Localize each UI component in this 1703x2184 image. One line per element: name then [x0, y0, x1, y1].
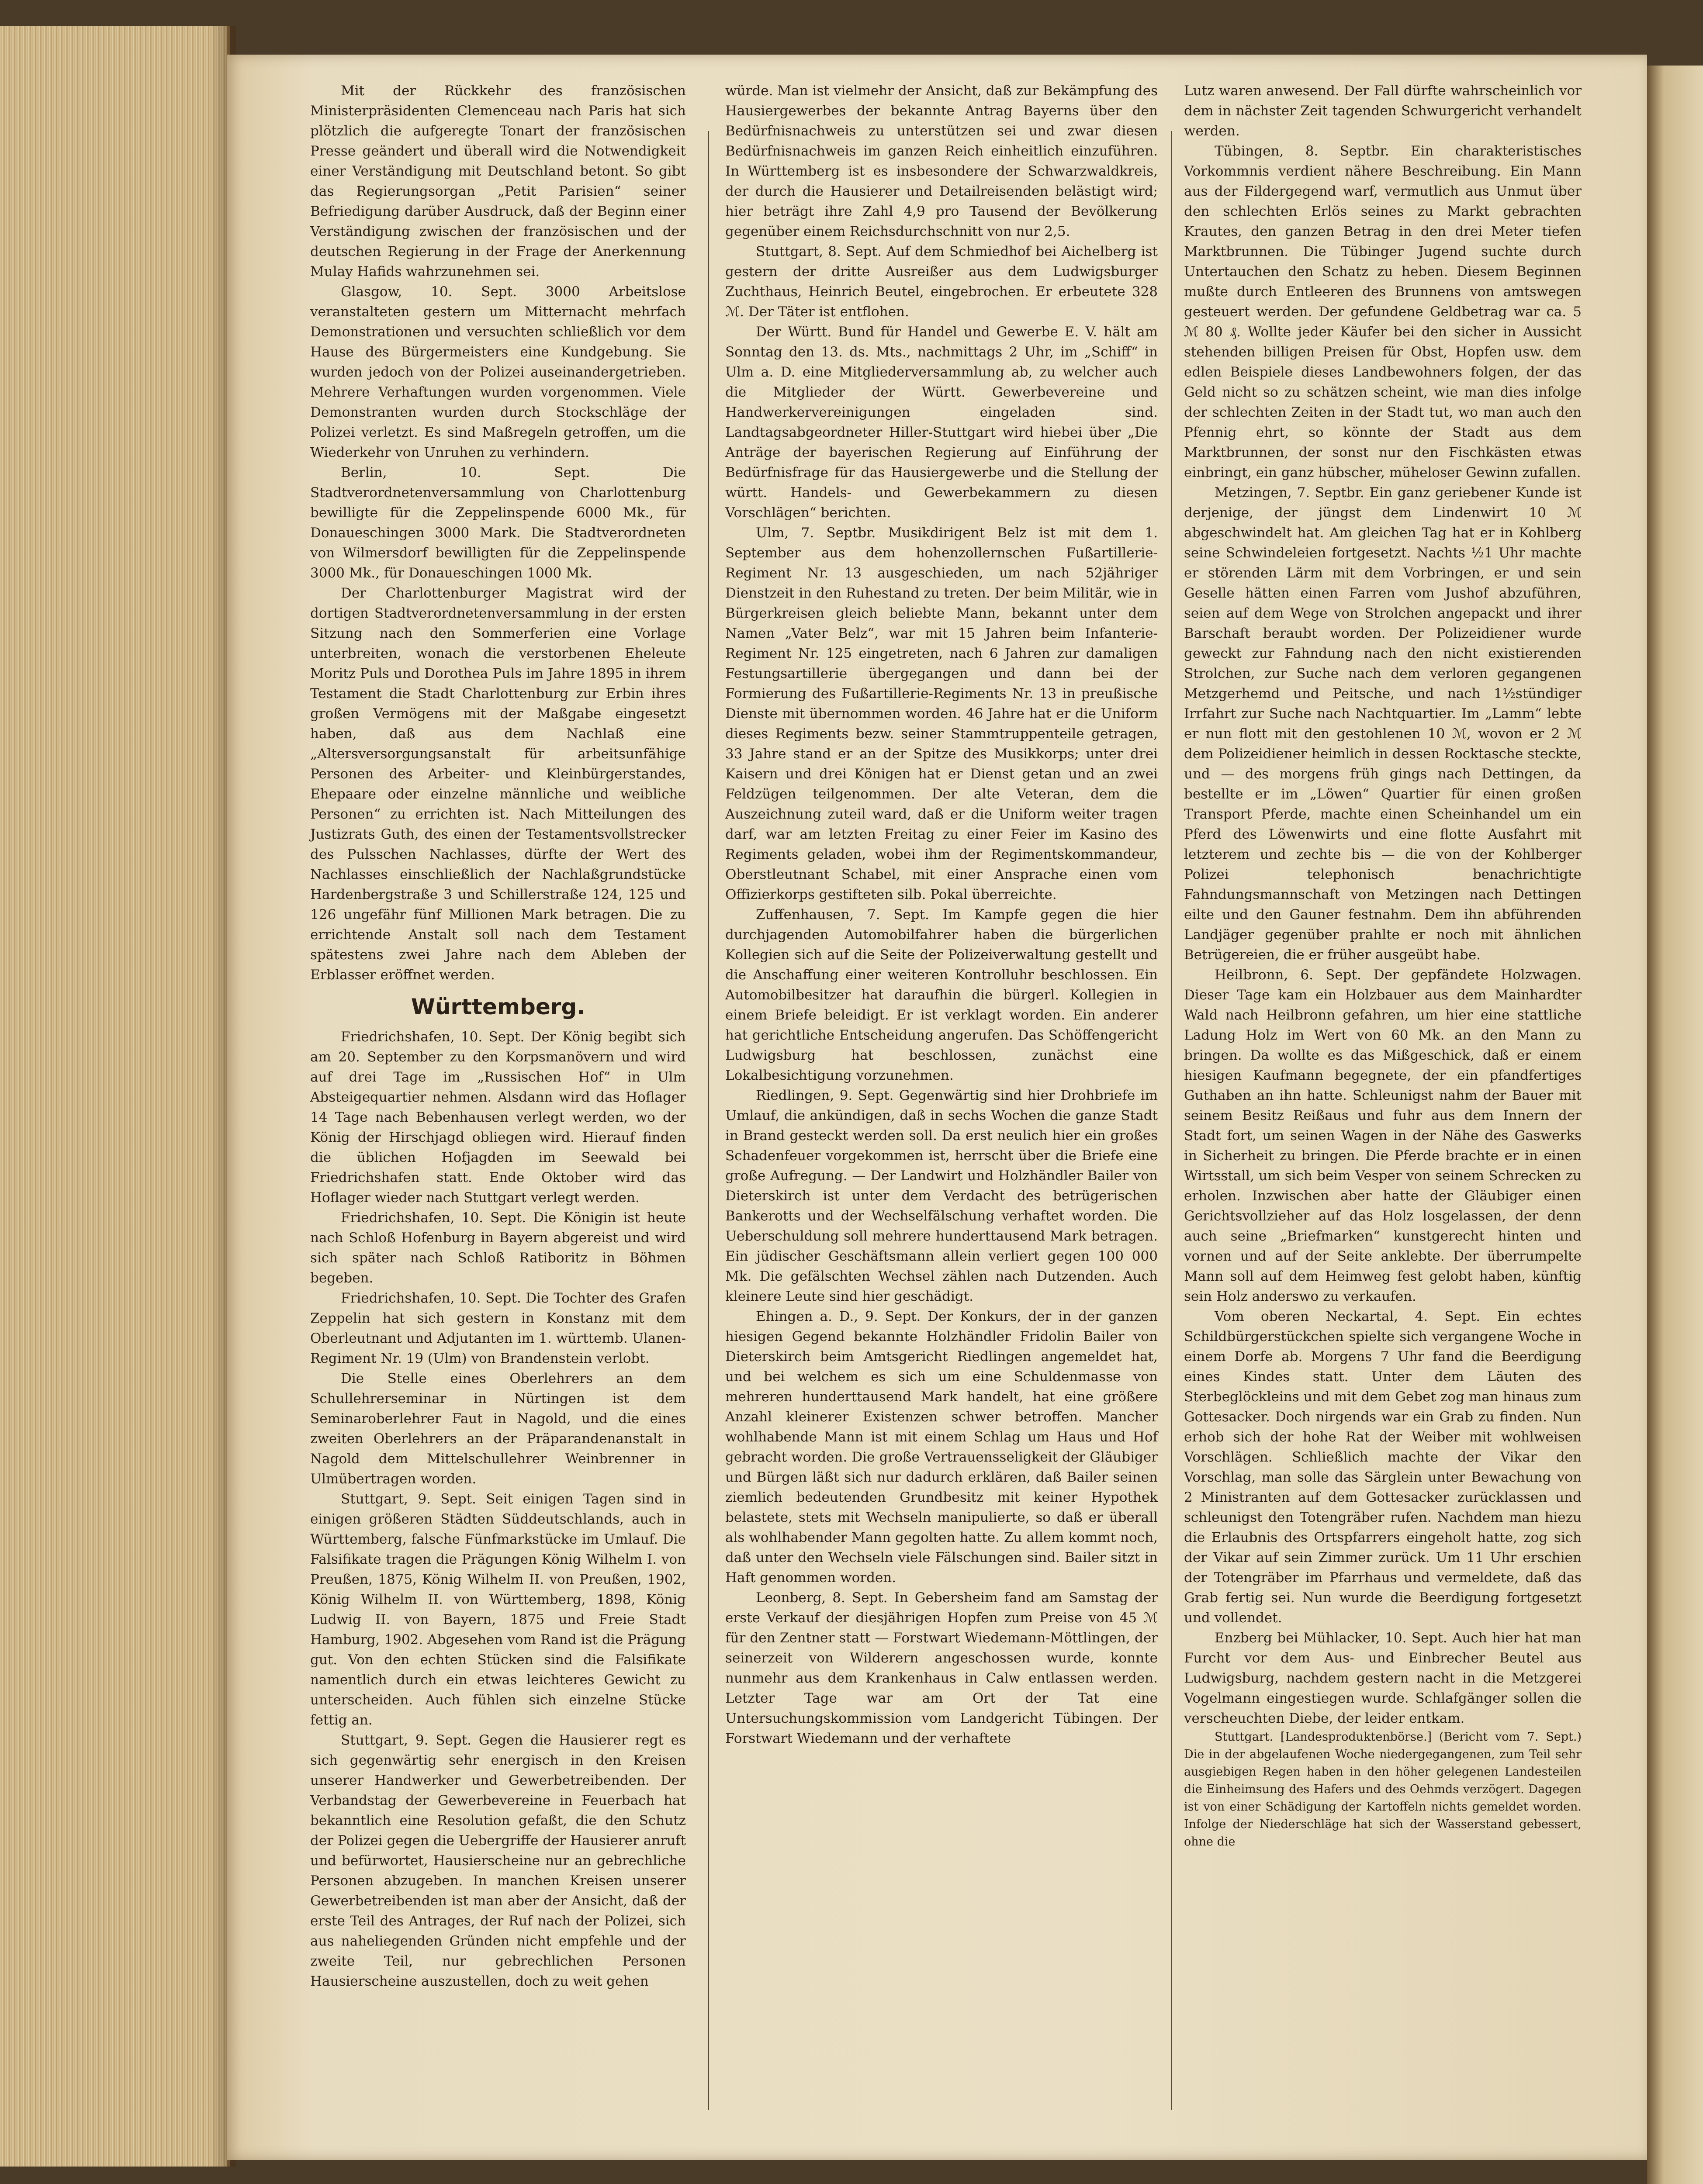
adjacent-page-edge: [1647, 66, 1703, 2184]
article-paragraph: Friedrichshafen, 10. Sept. Der König begibt sich am 20. September zu den Korpsmanövern und wird auf drei Tage im „Russischen Hof“ in Ulm Absteigequartier nehmen. Alsdann wird das Hoflager 14 Tage nach Bebenhausen verlegt werden, wo der König der Hirschjagd obliegen wird. Hierauf finden die üblichen Hofjagden im Seewald bei Friedrichshafen statt. Ende Oktober wird das Hoflager wieder nach Stuttgart verlegt werden.: [310, 1029, 686, 1206]
article-paragraph: Metzingen, 7. Septbr. Ein ganz geriebener Kunde ist derjenige, der jüngst dem Lindenwirt 10 ℳ abgeschwindelt hat. Am gleichen Tag hat er in Kohlberg seine Schwindeleien fortgesetzt. Nachts ½1 Uhr machte er störenden Lärm mit dem Vorbringen, er und sein Geselle hätten einen Farren vom Jushof abzuführen, seien auf dem Wege von Strolchen angepackt und ihrer Barschaft beraubt worden. Der Polizeidiener wurde geweckt zur Fahndung nach den nicht existierenden Strolchen, zur Suche nach dem verloren gegangenen Metzgerhemd und Peitsche, und nach 1½stündiger Irrfahrt zur Suche nach Nachtquartier. Im „Lamm“ lebte er nun flott mit den gestohlenen 10 ℳ, wovon er 2 ℳ dem Polizeidiener heimlich in dessen Rocktasche steckte, und — des morgens früh gings nach Dettingen, da bestellte er im „Löwen“ Quartier für einen großen Transport Pferde, machte einen Scheinhandel um ein Pferd des Löwenwirts und eine flotte Ausfahrt mit letzterem und zechte bis — die von der Kohlberger Polizei telephonisch benachrichtigte Fahndungsmannschaft von Metzingen nach Dettingen eilte und den Gauner festnahm. Dem ihn abführenden Landjäger gegenüber prahlte er noch mit ähnlichen Betrügereien, die er früher ausgeübt habe.: [1184, 485, 1582, 963]
article-paragraph: Tübingen, 8. Septbr. Ein charakteristisches Vorkommnis verdient nähere Beschreibung. Ein Mann aus der Fildergegend warf, vermutlich aus Unmut über den schlechten Erlös seines zu Markt gebrachten Krautes, den ganzen Betrag in den drei Meter tiefen Marktbrunnen. Die Tübinger Jugend suchte durch Untertauchen den Schatz zu heben. Diesem Beginnen mußte durch Entleeren des Brunnens von amtswegen gesteuert werden. Der gefundene Geldbetrag war ca. 5 ℳ 80 ₰. Wollte jeder Käufer bei den sicher in Aussicht stehenden billigen Preisen für Obst, Hopfen usw. dem edlen Beispiele dieses Landbewohners folgen, der das Geld nicht so zu schätzen scheint, wie man dies infolge der schlechten Zeiten in der Stadt tut, wo man auch den Pfennig ehrt, so könnte der Stadt aus dem Marktbrunnen, der sonst nur den Fischkästen etwas einbringt, ein ganz hübscher, müheloser Gewinn zufallen.: [1184, 143, 1582, 480]
article-paragraph: Glasgow, 10. Sept. 3000 Arbeitslose veranstalteten gestern um Mitternacht mehrfach Demonstrationen und versuchten schließlich vor dem Hause des Bürgermeisters eine Kundgebung. Sie wurden jedoch von der Polizei auseinandergetrieben. Mehrere Verhaftungen wurden vorgenommen. Viele Demonstranten wurden durch Stockschläge der Polizei verletzt. Es sind Maßregeln getroffen, um die Wiederkehr von Unruhen zu verhindern.: [310, 284, 686, 460]
book-page-edges: [0, 26, 230, 2167]
column-rule: [708, 131, 709, 2110]
column-3: [1184, 81, 1582, 2073]
article-paragraph: Lutz waren anwesend. Der Fall dürfte wahrscheinlich vor dem in nächster Zeit tagenden Schwurgericht verhandelt werden.: [1184, 83, 1582, 139]
article-paragraph: Leonberg, 8. Sept. In Gebersheim fand am Samstag der erste Verkauf der diesjährigen Hopfen zum Preise von 45 ℳ für den Zentner statt — Forstwart Wiedemann-Möttlingen, der seinerzeit von Wilderern angeschossen wurde, konnte nunmehr aus dem Krankenhaus in Calw entlassen werden. Letzter Tage war am Ort der Tat eine Untersuchungskommission vom Landgericht Tübingen. Der Forstwart Wiedemann und der verhaftete: [725, 1590, 1158, 1746]
article-paragraph: Stuttgart, 9. Sept. Seit einigen Tagen sind in einigen größeren Städten Süddeutschlands, auch in Württemberg, falsche Fünfmarkstücke im Umlauf. Die Falsifikate tragen die Prägungen König Wilhelm I. von Preußen, 1875, König Wilhelm II. von Preußen, 1902, König Wilhelm II. von Württemberg, 1898, König Ludwig II. von Bayern, 1875 und Freie Stadt Hamburg, 1902. Abgesehen vom Rand ist die Prägung gut. Von den echten Stücken sind die Falsifikate namentlich durch ein etwas leichteres Gewicht zu unterscheiden. Auch fühlen sich einzelne Stücke fettig an.: [310, 1491, 686, 1728]
article-paragraph: Der Württ. Bund für Handel und Gewerbe E. V. hält am Sonntag den 13. ds. Mts., nachmittags 2 Uhr, im „Schiff“ in Ulm a. D. eine Mitgliederversammlung ab, zu welcher auch die Mitglieder der Württ. Gewerbevereine und Handwerkervereinigungen eingeladen sind. Landtagsabgeordneter Hiller-Stuttgart wird hiebei über „Die Anträge der bayerischen Regierung auf Einführung der Bedürfnisfrage für das Hausiergewerbe und die Stellung der württ. Handels- und Gewerbekammern zu diesen Vorschlägen“ berichten.: [725, 324, 1158, 521]
article-paragraph: Friedrichshafen, 10. Sept. Die Tochter des Grafen Zeppelin hat sich gestern in Konstanz mit dem Oberleutnant und Adjutanten im 1. württemb. Ulanen-Regiment Nr. 19 (Ulm) von Brandenstein verlobt.: [310, 1290, 686, 1366]
article-paragraph: Stuttgart, 8. Sept. Auf dem Schmiedhof bei Aichelberg ist gestern der dritte Ausreißer aus dem Ludwigsburger Zuchthaus, Heinrich Beutel, eingebrochen. Er erbeutete 328 ℳ. Der Täter ist entflohen.: [725, 244, 1158, 320]
market-report: Stuttgart. [Landesproduktenbörse.] (Bericht vom 7. Sept.) Die in der abgelaufenen Woche niedergegangenen, zum Teil sehr ausgiebigen Regen haben in den höher gelegenen Landesteilen die Einheimsung des Hafers und des Oehmds verzögert. Dagegen ist von einer Schädigung der Kartoffeln nichts gemeldet worden. Infolge der Niederschläge hat sich der Wasserstand gebessert, ohne die: [1184, 1730, 1582, 1849]
article-paragraph: Berlin, 10. Sept. Die Stadtverordnetenversammlung von Charlottenburg bewilligte für die Zeppelinspende 6000 Mk., für Donaueschingen 3000 Mark. Die Stadtverordneten von Wilmersdorf bewilligten für die Zeppelinspende 3000 Mk., für Donaueschingen 1000 Mk.: [310, 465, 686, 581]
article-paragraph: Zuffenhausen, 7. Sept. Im Kampfe gegen die hier durchjagenden Automobilfahrer haben die bürgerlichen Kollegien sich auf die Seite der Polizeiverwaltung gestellt und die Anschaffung einer weiteren Kontrolluhr beschlossen. Ein Automobilbesitzer hat daraufhin die bürgerl. Kollegien in einem Briefe beleidigt. Er ist verklagt worden. Ein anderer hat gerichtliche Entscheidung angerufen. Das Schöffengericht Ludwigsburg hat beschlossen, zunächst eine Lokalbesichtigung vorzunehmen.: [725, 907, 1158, 1083]
article-paragraph: Heilbronn, 6. Sept. Der gepfändete Holzwagen. Dieser Tage kam ein Holzbauer aus dem Mainhardter Wald nach Heilbronn gefahren, um hier eine stattliche Ladung Holz im Wert von 60 Mk. an den Mann zu bringen. Da wollte es das Mißgeschick, daß er einem hiesigen Kaufmann begegnete, der ein pfandfertiges Guthaben an ihn hatte. Schleunigst nahm der Bauer mit seinem Besitz Reißaus und fuhr aus dem Innern der Stadt fort, um seinen Wagen in der Nähe des Gaswerks in Sicherheit zu bringen. Die Pferde brachte er in einen Wirtsstall, um sich beim Vesper von seinem Schrecken zu erholen. Inzwischen aber hatte der Gläubiger einen Gerichtsvollzieher auf das Holz losgelassen, der denn auch seine „Briefmarken“ kunstgerecht hinten und vornen und auf der Seite anklebte. Der überrumpelte Mann soll auf dem Heimweg fest gelobt haben, künftig sein Holz anderswo zu verkaufen.: [1184, 967, 1582, 1304]
article-paragraph: Vom oberen Neckartal, 4. Sept. Ein echtes Schildbürgerstückchen spielte sich vergangene Woche in einem Dorfe ab. Morgens 7 Uhr fand die Beerdigung eines Kindes statt. Unter dem Läuten des Sterbeglöckleins und mit dem Gebet zog man hinaus zum Gottesacker. Doch nirgends war ein Grab zu finden. Nun erhob sich der hohe Rat der Weiber mit wohlweisen Vorschlägen. Schließlich machte der Vikar den Vorschlag, man solle das Särglein unter Bewachung von 2 Ministranten auf dem Gottesacker zurücklassen und schleunigst den Totengräber rufen. Nachdem man hiezu die Erlaubnis des Ortspfarrers eingeholt hatte, zog sich der Vikar auf sein Zimmer zurück. Um 11 Uhr erschien der Totengräber im Pfarrhaus und vermeldete, daß das Grab fertig sei. Nun wurde die Beerdigung fortgesetzt und vollendet.: [1184, 1309, 1582, 1626]
column-2: [725, 81, 1158, 2099]
section-heading: Württemberg.: [411, 994, 585, 1019]
article-paragraph: Der Charlottenburger Magistrat wird der dortigen Stadtverordnetenversammlung in der ersten Sitzung nach den Sommerferien eine Vorlage unterbreiten, wonach die verstorbenen Eheleute Moritz Puls und Dorothea Puls im Jahre 1895 in ihrem Testament die Stadt Charlottenburg zur Erbin ihres großen Vermögens mit der Maßgabe eingesetzt haben, daß aus dem Nachlaß eine „Altersversorgungsanstalt für arbeitsunfähige Personen des Arbeiter- und Kleinbürgerstandes, Ehepaare oder einzelne männliche und weibliche Personen“ zu errichten ist. Nach Mitteilungen des Justizrats Guth, des einen der Testamentsvollstrecker des Pulsschen Nachlasses, dürfte der Wert des Nachlasses einschließlich der Nachlaßgrundstücke Hardenbergstraße 3 und Schillerstraße 124, 125 und 126 ungefähr fünf Millionen Mark betragen. Die zu errichtende Anstalt soll nach dem Testament spätestens zwei Jahre nach dem Ableben der Erblasser eröffnet werden.: [310, 585, 686, 983]
article-paragraph: Friedrichshafen, 10. Sept. Die Königin ist heute nach Schloß Hofenburg in Bayern abgereist und wird sich später nach Schloß Ratiboritz in Böhmen begeben.: [310, 1210, 686, 1286]
article-paragraph: Mit der Rückkehr des französischen Ministerpräsidenten Clemenceau nach Paris hat sich plötzlich die aufgeregte Tonart der französischen Presse geändert und überall wird die Notwendigkeit einer Verständigung mit Deutschland betont. So gibt das Regierungsorgan „Petit Parisien“ seiner Befriedigung darüber Ausdruck, daß der Beginn einer Verständigung zwischen der französischen und der deutschen Regierung in der Frage der Anerkennung Mulay Hafids wahrzunehmen sei.: [310, 83, 686, 280]
article-paragraph: Stuttgart, 9. Sept. Gegen die Hausierer regt es sich gegenwärtig sehr energisch in den Kreisen unserer Handwerker und Gewerbetreibenden. Der Verbandstag der Gewerbevereine in Feuerbach hat bekanntlich eine Resolution gefaßt, die den Schutz der Polizei gegen die Uebergriffe der Hausierer anruft und befürwortet, Hausierscheine nur an gebrechliche Personen abzugeben. In manchen Kreisen unserer Gewerbetreibenden ist man aber der Ansicht, daß der erste Teil des Antrages, der Ruf nach der Polizei, sich aus naheliegenden Gründen nicht empfehle und der zweite Teil, nur gebrechlichen Personen Hausierscheine auszustellen, doch zu weit gehen: [310, 1732, 686, 1989]
article-paragraph: Die Stelle eines Oberlehrers an dem Schullehrerseminar in Nürtingen ist dem Seminaroberlehrer Faut in Nagold, und die eines zweiten Oberlehrers an der Präparandenanstalt in Nagold dem Mittelschullehrer Weinbrenner in Ulmübertragen worden.: [310, 1371, 686, 1487]
article-paragraph: Ulm, 7. Septbr. Musikdirigent Belz ist mit dem 1. September aus dem hohenzollernschen Fußartillerie-Regiment Nr. 13 ausgeschieden, um nach 52jähriger Dienstzeit in den Ruhestand zu treten. Der beim Militär, wie in Bürgerkreisen gleich beliebte Mann, bekannt unter dem Namen „Vater Belz“, war mit 15 Jahren beim Infanterie-Regiment Nr. 125 eingetreten, nach 6 Jahren zur damaligen Festungsartillerie übergegangen und dann bei der Formierung des Fußartillerie-Regiments Nr. 13 in preußische Dienste mit übernommen worden. 46 Jahre hat er die Uniform dieses Regiments bezw. seiner Stammtruppenteile getragen, 33 Jahre stand er an der Spitze des Musikkorps; unter drei Kaisern und drei Königen hat er Dienst getan und an zwei Feldzügen teilgenommen. Der alte Veteran, dem die Auszeichnung zuteil ward, daß er die Uniform weiter tragen darf, war am letzten Freitag zu einer Feier im Kasino des Regiments geladen, wobei ihm der Regimentskommandeur, Oberstleutnant Schabel, mit einer Ansprache einen vom Offizierkorps gestifteten silb. Pokal überreichte.: [725, 525, 1158, 902]
column-1: [310, 81, 686, 2112]
article-paragraph: Ehingen a. D., 9. Sept. Der Konkurs, der in der ganzen hiesigen Gegend bekannte Holzhändler Fridolin Bailer von Dieterskirch beim Amtsgericht Riedlingen angemeldet hat, und bei welchem es sich um eine Schuldenmasse von mehreren hunderttausend Mark handelt, hat eine größere Anzahl kleinerer Existenzen schwer betroffen. Mancher wohlhabende Mann ist mit einem Schlag um Haus und Hof gebracht worden. Die große Vertrauensseligkeit der Gläubiger und Bürgen läßt sich nur dadurch erklären, daß Bailer seinen ziemlich bedeutenden Grundbesitz mit keiner Hypothek belastete, stets mit Wechseln manipulierte, so daß er überall als wohlhabender Mann gegolten hatte. Zu allem kommt noch, daß unter den Wechseln viele Fälschungen sind. Bailer sitzt in Haft genommen worden.: [725, 1309, 1158, 1586]
article-paragraph: Enzberg bei Mühlacker, 10. Sept. Auch hier hat man Furcht vor dem Aus- und Einbrecher Beutel aus Ludwigsburg, nachdem gestern nacht in die Metzgerei Vogelmann eingestiegen wurde. Schlafgänger sollen die verscheuchten Diebe, der leider entkam.: [1184, 1630, 1582, 1726]
article-paragraph: würde. Man ist vielmehr der Ansicht, daß zur Bekämpfung des Hausiergewerbes der bekannte Antrag Bayerns über den Bedürfnisnachweis zu unterstützen sei und zwar diesen Bedürfnisnachweis im ganzen Reich einheitlich einzuführen. In Württemberg ist es insbesondere der Schwarzwaldkreis, der durch die Hausierer und Detailreisenden belästigt wird; hier beträgt ihre Zahl 4,9 pro Tausend der Bevölkerung gegenüber einem Reichsdurchschnitt von nur 2,5.: [725, 83, 1158, 239]
article-paragraph: Riedlingen, 9. Sept. Gegenwärtig sind hier Drohbriefe im Umlauf, die ankündigen, daß in sechs Wochen die ganze Stadt in Brand gesteckt werden soll. Da erst neulich hier ein großes Schadenfeuer vorgekommen ist, herrscht über die Briefe eine große Aufregung. — Der Landwirt und Holzhändler Bailer von Dieterskirch ist unter dem Verdacht des betrügerischen Bankerotts und der Wechselfälschung verhaftet worden. Die Ueberschuldung soll mehrere hunderttausend Mark betragen. Ein jüdischer Geschäftsmann allein verliert gegen 100 000 Mk. Die gefälschten Wechsel zählen nach Dutzenden. Auch kleinere Leute sind hier geschädigt.: [725, 1088, 1158, 1304]
column-rule: [1171, 131, 1172, 2110]
